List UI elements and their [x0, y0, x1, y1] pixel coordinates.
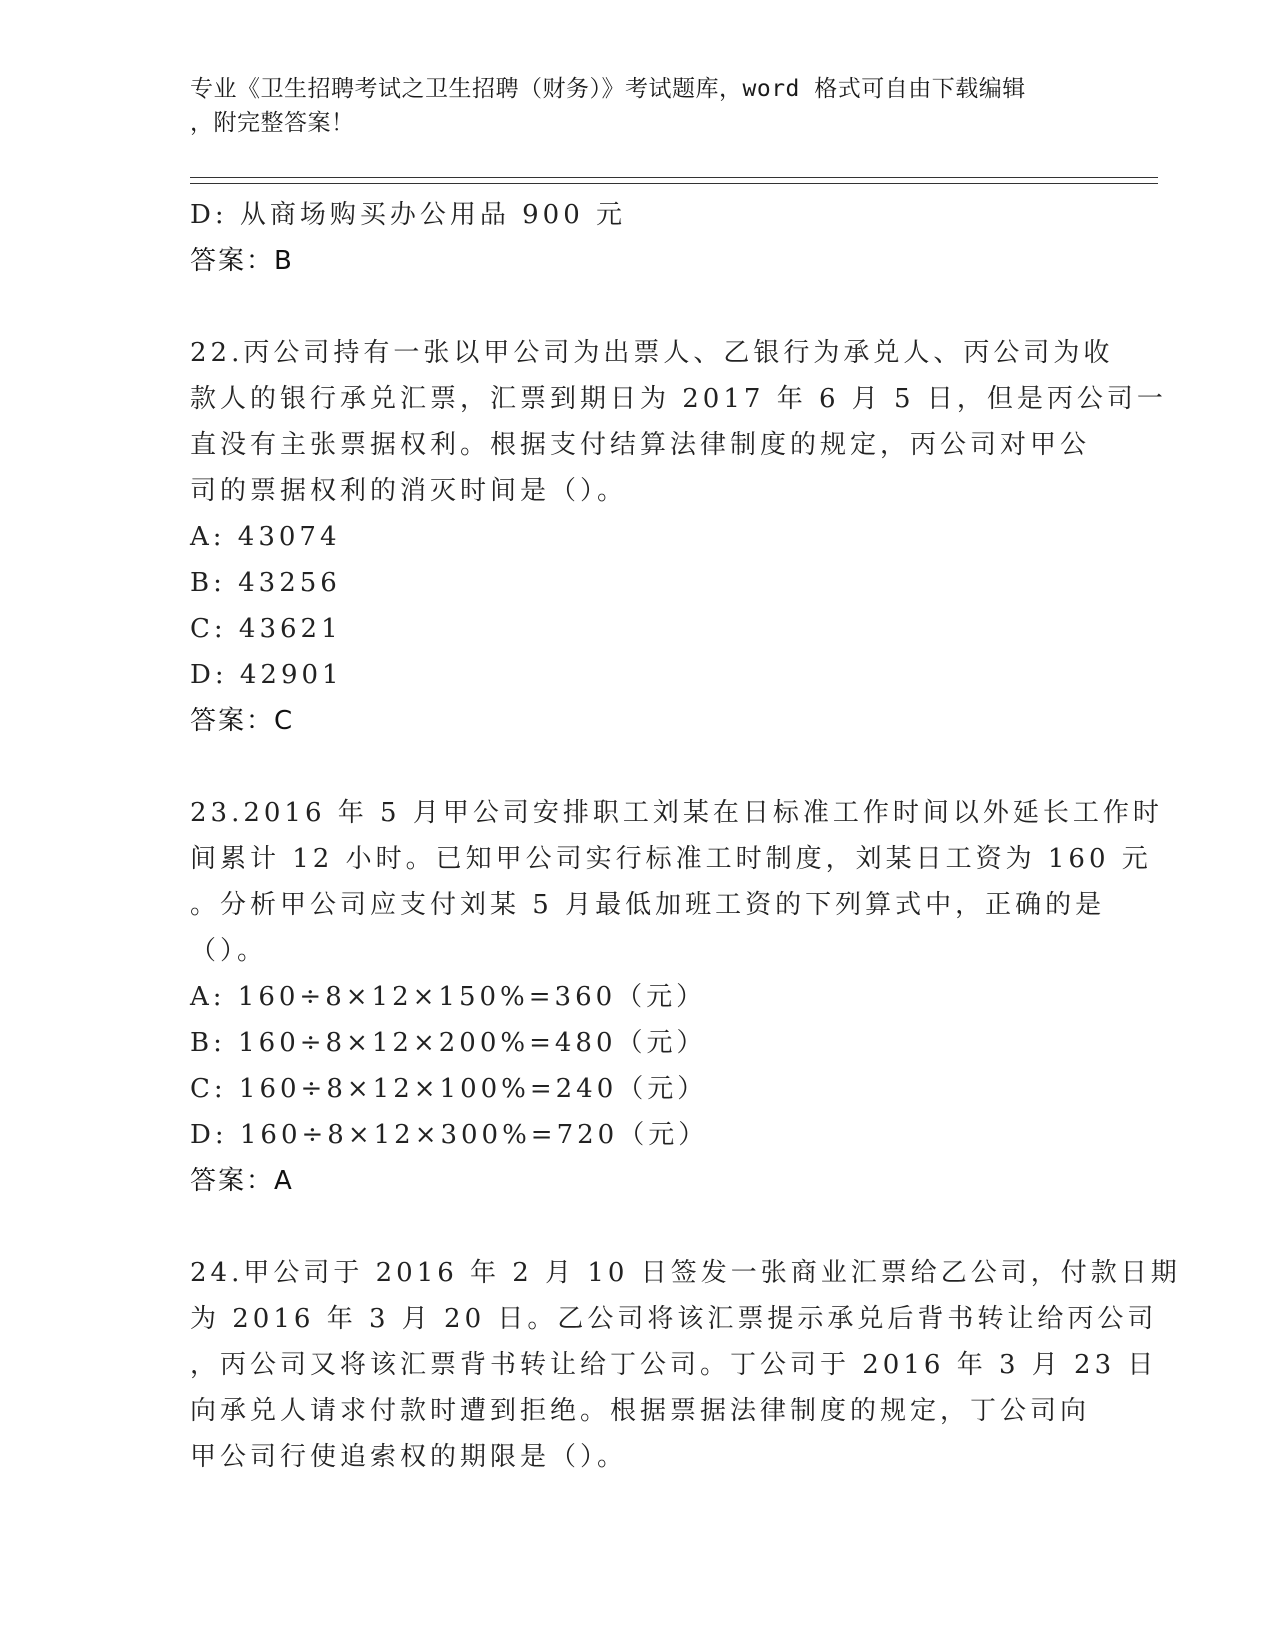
option-d: D: 160÷8×12×300%=720（元）: [190, 1120, 709, 1150]
option-a: A: 43074: [190, 522, 341, 552]
option-b: B: 43256: [190, 568, 341, 598]
question-text-line: 22.丙公司持有一张以甲公司为出票人、乙银行为承兑人、丙公司为收: [190, 338, 1114, 368]
question-text-line: 向承兑人请求付款时遭到拒绝。根据票据法律制度的规定，丁公司向: [190, 1396, 1091, 1426]
question-22: [190, 330, 1167, 744]
spacer: [190, 744, 1090, 790]
header-rule-bottom: [190, 183, 1158, 184]
question-text-line: 。分析甲公司应支付刘某 5 月最低加班工资的下列算式中，正确的是: [190, 890, 1106, 920]
question-text-line: 款人的银行承兑汇票，汇票到期日为 2017 年 6 月 5 日，但是丙公司一: [190, 384, 1167, 414]
option-b: B: 160÷8×12×200%=480（元）: [190, 1028, 707, 1058]
answer-line: 答案：A: [190, 1166, 294, 1196]
question-text-line: 为 2016 年 3 月 20 日。乙公司将该汇票提示承兑后背书转让给丙公司: [190, 1304, 1158, 1334]
question-text-line: 甲公司行使追索权的期限是（）。: [190, 1442, 628, 1472]
option-a: A: 160÷8×12×150%=360（元）: [190, 982, 707, 1012]
answer-line: 答案：B: [190, 246, 294, 276]
option-c: C: 43621: [190, 614, 342, 644]
header-rule-top: [190, 177, 1158, 178]
question-text-line: 司的票据权利的消灭时间是（）。: [190, 476, 628, 506]
question-text-line: 24.甲公司于 2016 年 2 月 10 日签发一张商业汇票给乙公司，付款日期: [190, 1258, 1181, 1288]
option-c: C: 160÷8×12×100%=240（元）: [190, 1074, 708, 1104]
question-24: [190, 1250, 1181, 1480]
question-text-line: 间累计 12 小时。已知甲公司实行标准工时制度，刘某日工资为 160 元: [190, 844, 1152, 874]
question-text-line: ，丙公司又将该汇票背书转让给丁公司。丁公司于 2016 年 3 月 23 日: [190, 1350, 1158, 1380]
question-21-tail: [190, 192, 1090, 284]
option-d: D: 从商场购买办公用品 900 元: [190, 200, 627, 230]
question-text-line: 直没有主张票据权利。根据支付结算法律制度的规定，丙公司对甲公: [190, 430, 1091, 460]
question-text-line: 23.2016 年 5 月甲公司安排职工刘某在日标准工作时间以外延长工作时: [190, 798, 1163, 828]
spacer: [190, 1204, 1090, 1250]
header-title-line-2: ，附完整答案！: [190, 110, 355, 136]
document-header: [190, 72, 1090, 140]
question-23: [190, 790, 1163, 1204]
header-title-line-1: 专业《卫生招聘考试之卫生招聘（财务）》考试题库，word 格式可自由下载编辑: [190, 76, 1026, 102]
answer-line: 答案：C: [190, 706, 295, 736]
spacer: [190, 284, 1090, 330]
document-body: [190, 192, 1181, 1480]
option-d: D: 42901: [190, 660, 343, 690]
question-text-line: （）。: [190, 936, 268, 966]
